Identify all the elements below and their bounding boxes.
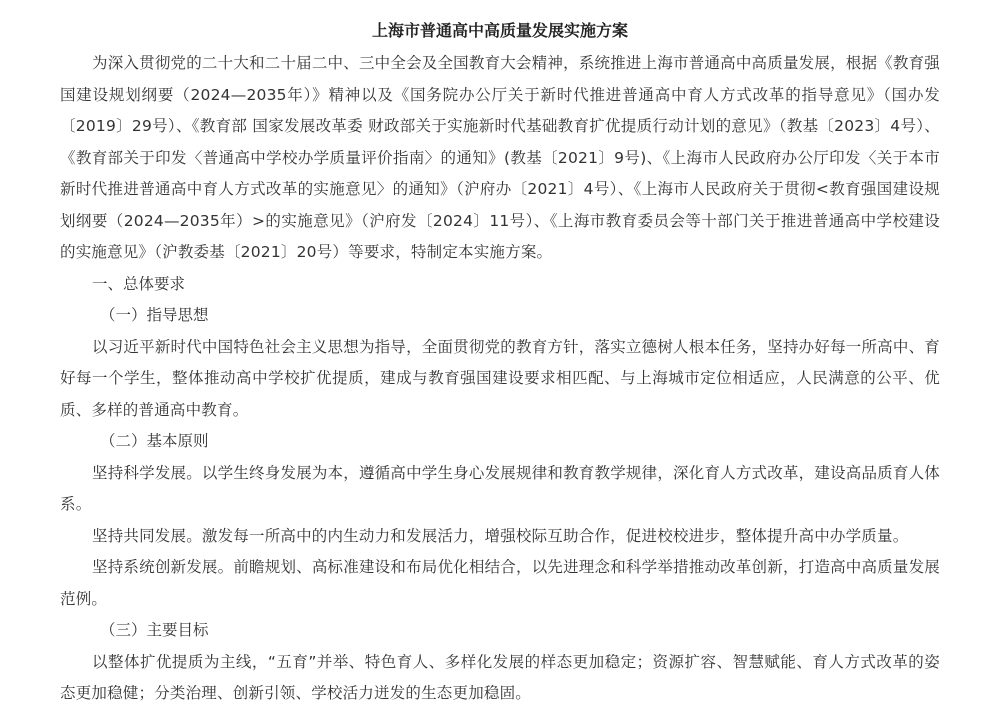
- subsection-heading-main-goals: （三）主要目标: [100, 621, 209, 639]
- section-heading-general-requirements: 一、总体要求: [92, 274, 186, 293]
- principle-scientific-development: 坚持科学发展。以学生终身发展为本，遵循高中学生身心发展规律和教育教学规律，深化育人方式改革，建设高品质育人体系。: [60, 463, 940, 513]
- document-body: [60, 15, 940, 710]
- main-goals-paragraph: 以整体扩优提质为主线，“五育”并举、特色育人、多样化发展的样态更加稳定；资源扩容、智慧赋能、育人方式改革的姿态更加稳健；分类治理、创新引领、学校活力迸发的生态更加稳固。: [60, 652, 940, 702]
- guiding-ideology-paragraph: 以习近平新时代中国特色社会主义思想为指导，全面贯彻党的教育方针，落实立德树人根本任务，坚持办好每一所高中、育好每一个学生，整体推动高中学校扩优提质，建成与教育强国建设要求相匹配、与上海城市定位相适应，人民满意的公平、优质、多样的普通高中教育。: [60, 337, 940, 419]
- document-title: 上海市普通高中高质量发展实施方案: [371, 21, 628, 40]
- principle-systematic-innovation: 坚持系统创新发展。前瞻规划、高标准建设和布局优化相结合，以先进理念和科学举措推动改革创新，打造高中高质量发展范例。: [60, 558, 940, 608]
- principle-common-development: 坚持共同发展。激发每一所高中的内生动力和发展活力，增强校际互助合作，促进校校进步，整体提升高中办学质量。: [92, 526, 909, 545]
- subsection-heading-basic-principles: （二）基本原则: [100, 432, 209, 450]
- intro-paragraph: 为深入贯彻党的二十大和二十届二中、三中全会及全国教育大会精神，系统推进上海市普通高中高质量发展，根据《教育强国建设规划纲要（2024—2035年）》精神以及《国务院办公厅关于新时代推进普通高中育人方式改革的指导意见》（国办发〔2019〕29号）、《教育部 国家发展改革委 财政部关于实施新时代基础教育扩优提质行动计划的意见》（教基〔2023〕4号）、《教育部关于印发〈普通高中学校办学质量评价指南〉的通知》(教基〔2021〕9号)、《上海市人民政府办公厅印发〈关于本市新时代推进普通高中育人方式改革的实施意见〉的通知》（沪府办〔2021〕4号）、《上海市人民政府关于贯彻<教育强国建设规划纲要（2024—2035年）>的实施意见》（沪府发〔2024〕11号）、《上海市教育委员会等十部门关于推进普通高中学校建设的实施意见》（沪教委基〔2021〕20号）等要求，特制定本实施方案。: [60, 54, 940, 261]
- subsection-heading-guiding-ideology: （一）指导思想: [100, 306, 209, 324]
